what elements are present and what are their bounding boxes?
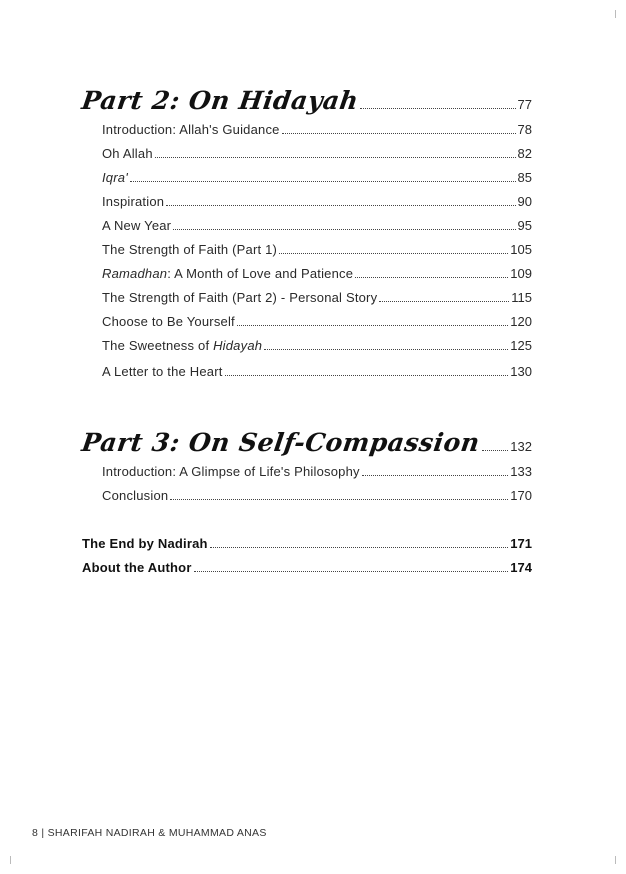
toc-entry-author[interactable] xyxy=(82,560,532,575)
toc-entry[interactable] xyxy=(102,338,532,353)
leader-dots xyxy=(355,276,508,278)
crop-mark xyxy=(607,10,616,18)
toc-entry[interactable] xyxy=(102,290,532,305)
toc-entry[interactable] xyxy=(102,364,532,379)
leader-dots xyxy=(237,324,508,326)
entry-title: A Letter to the Heart xyxy=(102,364,223,379)
entry-title: Choose to Be Yourself xyxy=(102,314,235,329)
entry-title: Oh Allah xyxy=(102,146,153,161)
leader-dots xyxy=(194,570,509,572)
entry-title: Inspiration xyxy=(102,194,165,209)
toc-entry[interactable] xyxy=(102,464,532,479)
entry-page: 82 xyxy=(517,146,532,161)
toc-entry[interactable] xyxy=(102,266,532,281)
entry-title: Conclusion xyxy=(102,488,169,503)
leader-dots xyxy=(225,374,509,376)
crop-mark xyxy=(607,856,616,864)
entry-title: Iqra' xyxy=(102,170,128,185)
part-3-title: Part 3: On Self-Compassion xyxy=(79,428,482,457)
page-footer: 8 | SHARIFAH NADIRAH & MUHAMMAD ANAS xyxy=(32,827,267,839)
entry-page: 171 xyxy=(510,536,532,551)
leader-dots xyxy=(360,107,515,109)
toc-entry[interactable] xyxy=(102,314,532,329)
entry-title: Introduction: A Glimpse of Life's Philosophy xyxy=(102,464,360,479)
toc-entry[interactable] xyxy=(102,218,532,233)
leader-dots xyxy=(279,252,508,254)
entry-page: 85 xyxy=(517,170,532,185)
leader-dots xyxy=(482,449,509,451)
leader-dots xyxy=(210,546,509,548)
toc-entry[interactable] xyxy=(102,488,532,503)
crop-mark xyxy=(10,856,19,864)
toc-entry[interactable] xyxy=(102,194,532,209)
leader-dots xyxy=(155,156,516,158)
toc-entry-end[interactable] xyxy=(82,536,532,551)
entry-title: The Strength of Faith (Part 1) xyxy=(102,242,278,257)
entry-title: Introduction: Allah's Guidance xyxy=(102,122,280,137)
leader-dots xyxy=(379,300,509,302)
part-2-page: 77 xyxy=(517,97,532,112)
entry-page: 125 xyxy=(510,338,532,353)
entry-page: 105 xyxy=(510,242,532,257)
leader-dots xyxy=(130,180,516,182)
entry-page: 109 xyxy=(510,266,532,281)
toc-entry[interactable] xyxy=(102,170,532,185)
toc-entry[interactable] xyxy=(102,146,532,161)
part-2-title: Part 2: On Hidayah xyxy=(79,86,361,115)
entry-title: The Strength of Faith (Part 2) - Personal Story xyxy=(102,290,378,305)
part-2-heading[interactable] xyxy=(79,86,532,115)
leader-dots xyxy=(282,132,516,134)
leader-dots xyxy=(264,348,508,350)
entry-page: 90 xyxy=(517,194,532,209)
toc-entry[interactable] xyxy=(102,122,532,137)
entry-page: 115 xyxy=(511,290,532,305)
leader-dots xyxy=(173,228,515,230)
entry-page: 174 xyxy=(510,560,532,575)
entry-page: 95 xyxy=(517,218,532,233)
entry-page: 78 xyxy=(517,122,532,137)
leader-dots xyxy=(362,474,509,476)
leader-dots xyxy=(166,204,515,206)
entry-title: About the Author xyxy=(82,560,192,575)
entry-page: 130 xyxy=(510,364,532,379)
entry-page: 170 xyxy=(510,488,532,503)
entry-title: The Sweetness of Hidayah xyxy=(102,338,263,353)
entry-page: 120 xyxy=(510,314,532,329)
toc-entry[interactable] xyxy=(102,242,532,257)
part-3-page: 132 xyxy=(510,439,532,454)
entry-title: Ramadhan: A Month of Love and Patience xyxy=(102,266,354,281)
part-3-heading[interactable] xyxy=(79,428,532,457)
entry-title: A New Year xyxy=(102,218,172,233)
leader-dots xyxy=(170,498,508,500)
entry-title: The End by Nadirah xyxy=(82,536,208,551)
entry-page: 133 xyxy=(510,464,532,479)
